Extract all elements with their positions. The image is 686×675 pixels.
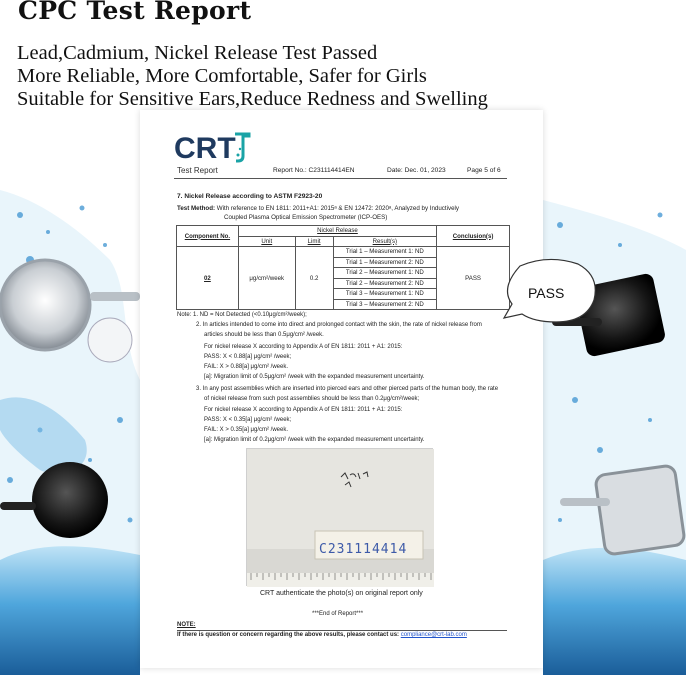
photo-caption: CRT authenticate the photo(s) on original report only [260,590,423,597]
report-number: Report No.: C231114414EN [273,167,355,174]
note-line: [a]: Migration limit of 0.5μg/cm² /week with the expanded measurement uncertainty. [204,374,425,380]
cell-result: Trial 1 – Measurement 1: ND [333,247,437,258]
contact-line [177,632,467,638]
note-line: FAIL: X > 0.88[a] μg/cm² /week. [204,364,288,370]
note-line: For nickel release X according to Appendix A of EN 1811: 2011 + A1: 2015: [204,407,403,413]
cell-result: Trial 2 – Measurement 1: ND [333,268,437,279]
test-method [177,205,459,212]
cell-limit: 0.2 [295,247,333,310]
note-line: FAIL: X > 0.35[a] μg/cm² /week. [204,427,288,433]
header-unit: Unit [238,236,295,247]
tagline-1: Lead,Cadmium, Nickel Release Test Passed [17,42,378,64]
cell-result: Trial 2 – Measurement 2: ND [333,278,437,289]
header-rule [174,178,507,179]
sample-photo-art [247,449,434,587]
test-method-cont: Coupled Plasma Optical Emission Spectrometer (ICP-OES) [224,214,388,221]
note-line: 2. In articles intended to come into direct and prolonged contact with the skin, the rate of nickel release from [196,322,482,328]
left-splash [0,190,140,675]
cell-conclusion: PASS [437,247,510,310]
contact-email-link[interactable]: compliance@crt-lab.com [400,632,467,638]
cell-result: Trial 3 – Measurement 2: ND [333,299,437,310]
report-document [140,110,543,668]
header-component: Component No. [177,226,239,247]
end-of-report: ***End of Report*** [312,611,364,617]
cell-result: Trial 3 – Measurement 1: ND [333,289,437,300]
note-line: [a]: Migration limit of 0.2μg/cm² /week with the expanded measurement uncertainty. [204,437,425,443]
header-nickel-release: Nickel Release [238,226,436,237]
header-result: Result(s) [333,236,437,247]
photo-sample-code: C231114414 [319,542,408,557]
pass-bubble-text: PASS [528,285,565,301]
logo-letters: CRT [174,132,236,164]
report-date: Date: Dec. 01, 2023 [387,167,446,174]
report-page: Page 5 of 6 [467,167,501,174]
note-line: 3. In any post assemblies which are inserted into pierced ears and other pierced parts of the human body, the rate [196,386,499,392]
footer-note-label: NOTE: [177,622,196,628]
note-line: PASS: X < 0.35[a] μg/cm² /week; [204,417,292,423]
header-conclusion: Conclusion(s) [437,226,510,247]
cell-result: Trial 1 – Measurement 2: ND [333,257,437,268]
test-method-label: Test Method: [177,205,216,212]
page-title: CPC Test Report [18,0,252,25]
tagline-2: More Reliable, More Comfortable, Safer for Girls [17,65,427,87]
crt-logo [174,130,254,164]
test-method-text: With reference to EN 1811: 2011+A1: 2015ᵃ & EN 12472: 2020ᵃ, Analyzed by Inductively [215,205,459,212]
note-line: of nickel release from such post assemblies should be less than 0.2μg/cm²/week; [204,396,420,402]
header-limit: Limit [295,236,333,247]
tagline-3: Suitable for Sensitive Ears,Reduce Redness and Swelling [17,88,488,110]
logo-subtitle: Test Report [177,166,218,175]
cell-unit: μg/cm²/week [238,247,295,310]
note-line: Note: 1. ND = Not Detected (<0.10μg/cm²/week); [177,312,307,318]
contact-text: If there is question or concern regarding the above results, please contact us: [177,632,401,638]
results-table [176,225,510,310]
sample-photo [246,448,433,586]
note-line: PASS: X < 0.88[a] μg/cm² /week; [204,354,292,360]
note-line: articles should be less than 0.5μg/cm² /week. [204,332,324,338]
note-line: For nickel release X according to Appendix A of EN 1811: 2011 + A1: 2015: [204,344,403,350]
section-title: 7. Nickel Release according to ASTM F2923-20 [177,193,323,200]
cell-component: 02 [177,247,239,310]
footer-rule [177,630,507,631]
